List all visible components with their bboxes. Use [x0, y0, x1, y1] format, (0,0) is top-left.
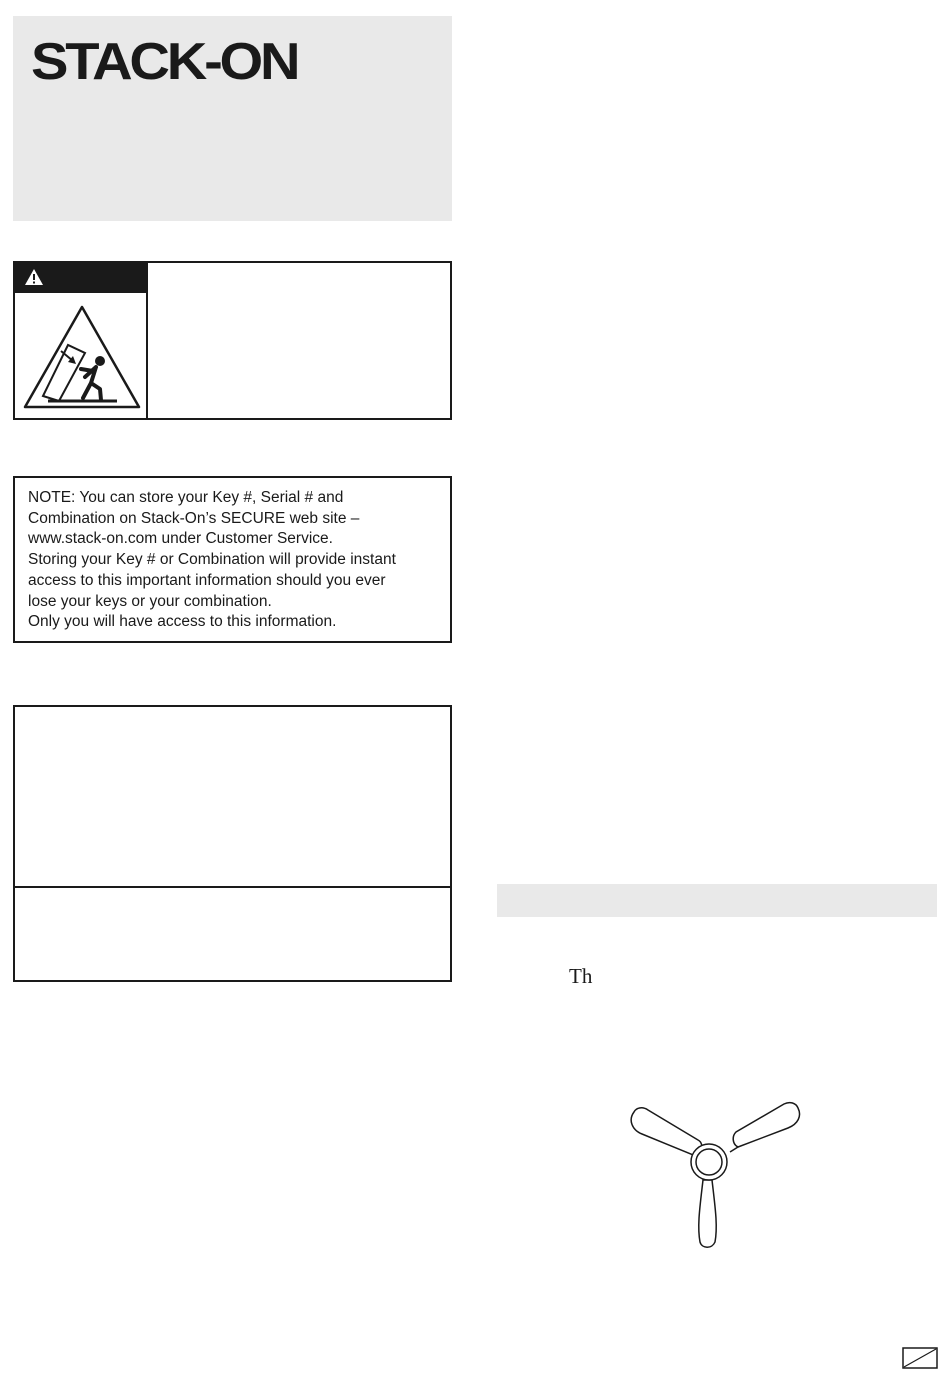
note-line: NOTE: You can store your Key #, Serial # and [28, 489, 344, 506]
warning-header-bar [15, 263, 147, 293]
header-panel [13, 16, 452, 221]
body-text-fragment: Th [569, 964, 593, 988]
warning-divider [146, 263, 148, 418]
warning-box [13, 261, 452, 420]
note-box [13, 476, 452, 643]
note-line: www.stack-on.com under Customer Service. [28, 530, 333, 548]
note-line: Storing your Key # or Combination will provide instant [28, 551, 396, 569]
info-box-divider [15, 886, 450, 888]
note-line: Only you will have access to this information. [28, 613, 337, 631]
note-line: access to this important information should you ever [28, 571, 386, 589]
tip-over-hazard-icon [21, 303, 143, 411]
note-line: Combination on Stack-On’s SECURE web site – [28, 509, 360, 527]
info-box [13, 705, 452, 982]
warning-triangle-icon [24, 268, 44, 286]
three-spoke-handle-icon [624, 1096, 810, 1252]
section-heading-band [497, 884, 937, 917]
note-line: lose your keys or your combination. [28, 592, 272, 610]
brand-logo: STACK-ON [31, 33, 298, 91]
checkbox-slash-icon [902, 1347, 938, 1369]
